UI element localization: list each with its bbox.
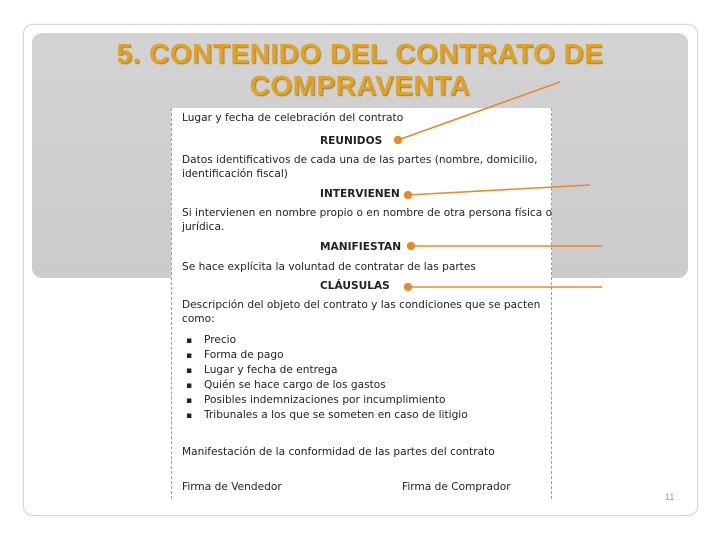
place-date-line: Lugar y fecha de celebración del contrato (182, 112, 404, 124)
intervention-line2: jurídica. (182, 221, 225, 233)
parties-data-line2: identificación fiscal) (182, 168, 288, 180)
heading-manifiestan: MANIFIESTAN (320, 241, 402, 253)
bullet-icon: ▪ (186, 411, 193, 421)
slide-title-line1: 5. CONTENIDO DEL CONTRATO DE (116, 38, 604, 69)
bullet-icon: ▪ (186, 336, 193, 346)
page-number: 11 (665, 492, 675, 502)
heading-reunidos: REUNIDOS (320, 135, 383, 147)
list-item: ▪ Posibles indemnizaciones por incumplimiento (186, 393, 468, 408)
intervention-line1: Si intervienen en nombre propio o en nombre de otra persona física o (182, 207, 553, 219)
list-item: ▪ Quién se hace cargo de los gastos (186, 378, 468, 393)
list-item: ▪ Precio (186, 333, 468, 348)
heading-intervienen: INTERVIENEN (320, 188, 400, 200)
bullet-icon: ▪ (186, 381, 193, 391)
bullet-icon: ▪ (186, 396, 193, 406)
clauses-line1: Descripción del objeto del contrato y las condiciones que se pacten (182, 299, 541, 311)
arrow-pointer-icon (408, 185, 590, 195)
conformity-line: Manifestación de la conformidad de las partes del contrato (182, 446, 495, 458)
list-item: ▪ Forma de pago (186, 348, 468, 363)
list-item: ▪ Lugar y fecha de entrega (186, 363, 468, 378)
clauses-line2: como: (182, 313, 215, 325)
slide-title-line2: COMPRAVENTA (249, 70, 471, 101)
parties-data-line1: Datos identificativos de cada una de las partes (nombre, domicilio, (182, 154, 538, 166)
arrow-pointer-icon (398, 82, 560, 140)
heading-clausulas: CLÁUSULAS (320, 280, 390, 292)
will-line: Se hace explícita la voluntad de contratar de las partes (182, 261, 476, 273)
bullet-icon: ▪ (186, 351, 193, 361)
seller-signature-label: Firma de Vendedor (182, 481, 282, 493)
list-item: ▪ Tribunales a los que se someten en caso de litigio (186, 408, 468, 423)
bullet-icon: ▪ (186, 366, 193, 376)
buyer-signature-label: Firma de Comprador (402, 481, 511, 493)
